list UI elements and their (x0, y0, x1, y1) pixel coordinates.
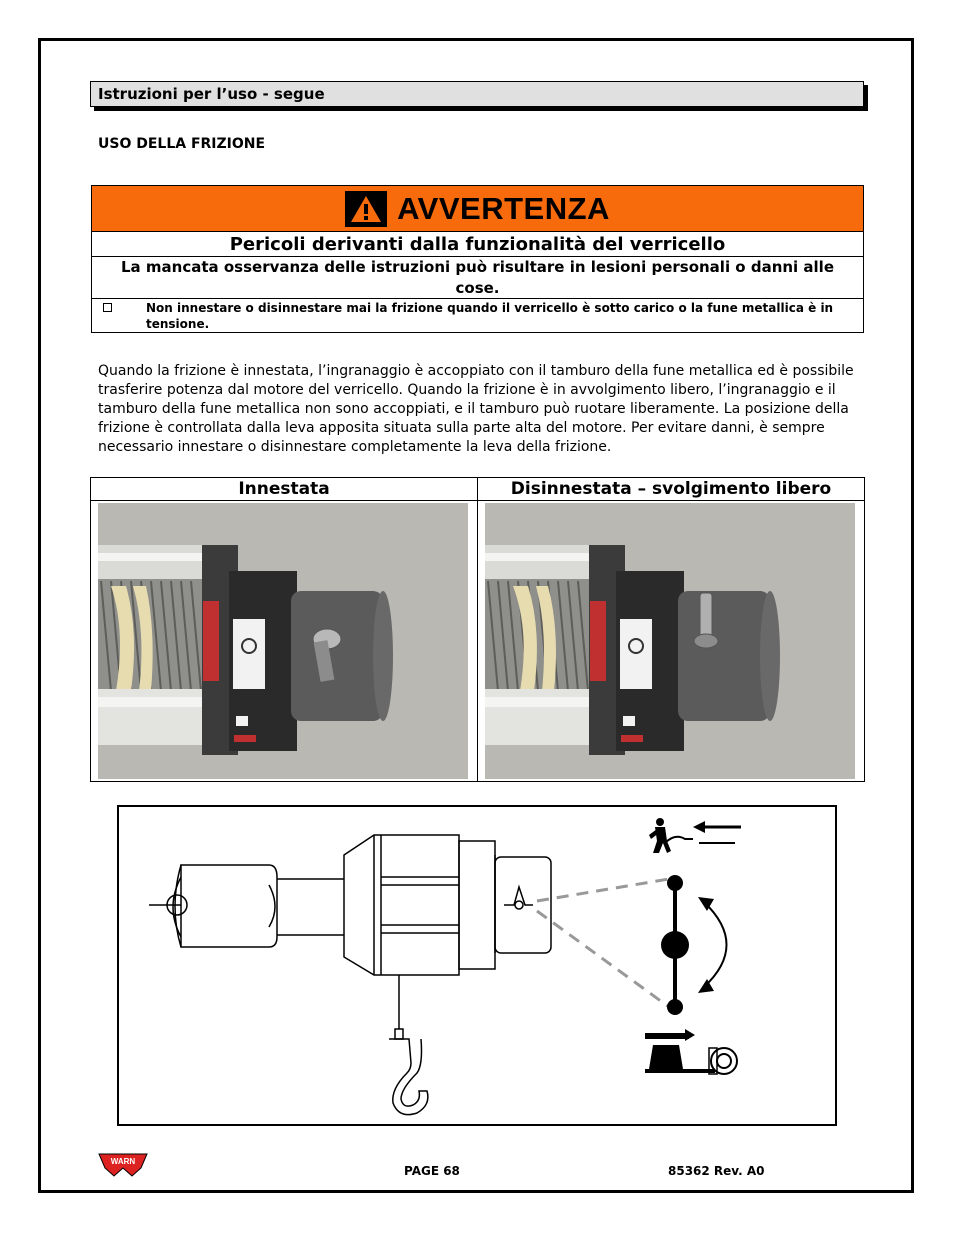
hazard-title: Pericoli derivanti dalla funzionalità del verricello (92, 232, 863, 257)
warning-label: AVVERTENZA (397, 190, 610, 226)
engaged-photo (91, 501, 478, 781)
warning-banner (92, 186, 863, 232)
warning-bullet (92, 299, 863, 333)
page-number: PAGE 68 (404, 1164, 460, 1178)
subsection-title: USO DELLA FRIZIONE (98, 136, 266, 152)
warning-box (91, 185, 864, 333)
document-revision: 85362 Rev. A0 (668, 1164, 765, 1178)
section-header-title: Istruzioni per l’uso - segue (98, 85, 325, 103)
warning-triangle-icon (345, 191, 387, 227)
warn-logo (98, 1152, 148, 1178)
section-header (90, 81, 864, 107)
clutch-description: Quando la frizione è innestata, l’ingranaggio è accoppiato con il tamburo della fune metallica ed è possibile trasferire potenza dal motore del verricello. Quando la frizione è in avvolgimento libero, l’ingranaggio e il tamburo della fune metallica non sono accoppiati, e il tamburo può ruotare liberamente. La posizione della frizione è controllata dalla leva apposita situata sulla parte alta del motore. Per evitare danni, è sempre necessario innestare o disinnestare completamente la leva della frizione. (98, 363, 854, 455)
warning-bullet-text: Non innestare o disinnestare mai la frizione quando il verricello è sotto carico o la fune metallica è in tensione. (146, 301, 834, 331)
freespool-heading: Disinnestata – svolgimento libero (478, 478, 864, 501)
clutch-photo-table (90, 477, 865, 782)
warn-logo-text: WARN (110, 1157, 136, 1166)
checkbox-icon (103, 303, 112, 312)
engaged-heading: Innestata (91, 478, 478, 501)
consequence-text: La mancata osservanza delle istruzioni può risultare in lesioni personali o danni alle cose. (92, 257, 863, 299)
clutch-diagram (117, 805, 837, 1126)
freespool-photo (478, 501, 864, 781)
